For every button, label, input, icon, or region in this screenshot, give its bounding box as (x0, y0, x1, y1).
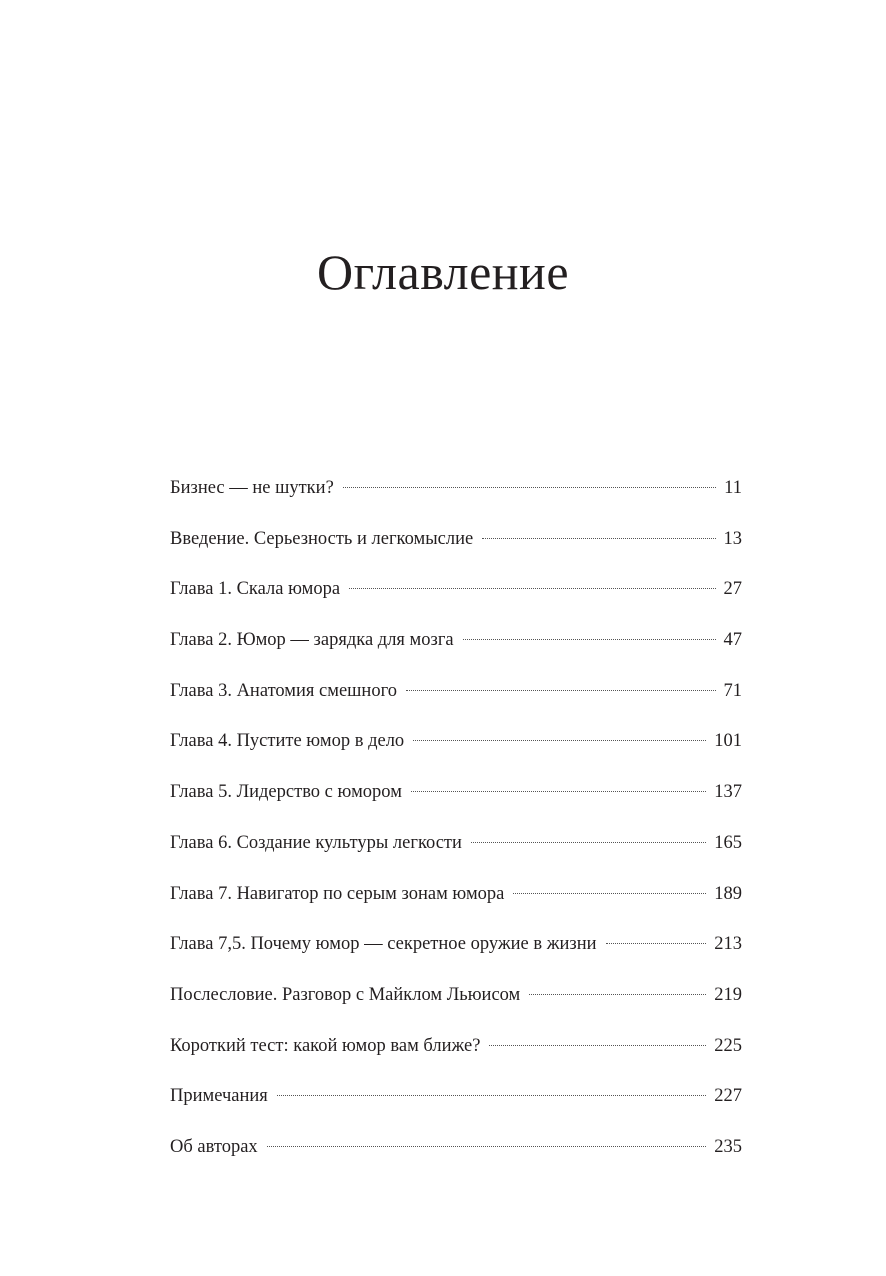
toc-entry-label: Об авторах (170, 1136, 258, 1157)
toc-entry[interactable] (170, 473, 742, 524)
toc-entry-page: 11 (724, 478, 742, 498)
dot-leader (471, 842, 706, 843)
toc-entry-page: 137 (714, 782, 742, 803)
toc-entry-label: Введение. Серьезность и легкомыслие (170, 528, 474, 549)
toc-entry-page: 213 (714, 934, 742, 955)
toc-entry[interactable] (170, 879, 742, 930)
page-title: Оглавление (316, 244, 570, 300)
toc-entry-page: 47 (723, 630, 742, 651)
toc-entry-label: Глава 2. Юмор — зарядка для мозга (170, 630, 454, 651)
toc-entry[interactable] (170, 676, 742, 727)
toc-entry[interactable] (170, 574, 742, 625)
dot-leader (413, 740, 706, 741)
toc-entry-page: 189 (714, 883, 742, 904)
dot-leader (411, 791, 706, 792)
toc-entry-page: 219 (714, 984, 742, 1005)
toc-entry-label: Глава 5. Лидерство с юмором (170, 782, 402, 803)
dot-leader (343, 487, 716, 488)
dot-leader (606, 943, 707, 944)
dot-leader (529, 994, 706, 995)
toc-entry-label: Глава 3. Анатомия смешного (170, 680, 397, 701)
toc-entry[interactable] (170, 1081, 742, 1132)
dot-leader (513, 893, 706, 894)
dot-leader (489, 1045, 706, 1046)
toc-entry-page: 227 (714, 1086, 742, 1107)
toc-entry-page: 101 (714, 731, 742, 752)
dot-leader (482, 538, 715, 539)
toc-entry[interactable] (170, 980, 742, 1031)
dot-leader (277, 1095, 706, 1096)
toc-entry-label: Короткий тест: какой юмор вам ближе? (170, 1035, 481, 1056)
toc-entry[interactable] (170, 1031, 742, 1082)
toc-entry-page: 27 (723, 579, 742, 600)
toc-entry[interactable] (170, 828, 742, 879)
dot-leader (349, 588, 715, 589)
toc-entry-label: Глава 7,5. Почему юмор — секретное оружие в жизни (170, 934, 597, 955)
dot-leader (406, 690, 716, 691)
toc-entry-label: Глава 6. Создание культуры легкости (170, 832, 462, 853)
toc-entry[interactable] (170, 625, 742, 676)
toc-entry[interactable] (170, 524, 742, 575)
toc-entry-page: 71 (723, 680, 742, 701)
toc-entry-page: 235 (714, 1136, 742, 1157)
toc-entry-label: Глава 7. Навигатор по серым зонам юмора (170, 883, 505, 904)
toc-entry[interactable] (170, 777, 742, 828)
toc-entry[interactable] (170, 726, 742, 777)
toc-entry-label: Глава 4. Пустите юмор в дело (170, 731, 405, 752)
table-of-contents (170, 473, 742, 1183)
toc-entry-label: Примечания (170, 1086, 268, 1107)
toc-entry[interactable] (170, 929, 742, 980)
dot-leader (267, 1146, 707, 1147)
toc-entry-label: Глава 1. Скала юмора (170, 579, 341, 600)
dot-leader (463, 639, 716, 640)
toc-entry-label: Послесловие. Разговор с Майклом Льюисом (170, 984, 521, 1005)
toc-entry-page: 13 (723, 528, 742, 549)
toc-entry-page: 165 (714, 832, 742, 853)
toc-entry-label: Бизнес — не шутки? (170, 478, 334, 498)
toc-entry-page: 225 (714, 1035, 742, 1056)
toc-entry[interactable] (170, 1132, 742, 1183)
